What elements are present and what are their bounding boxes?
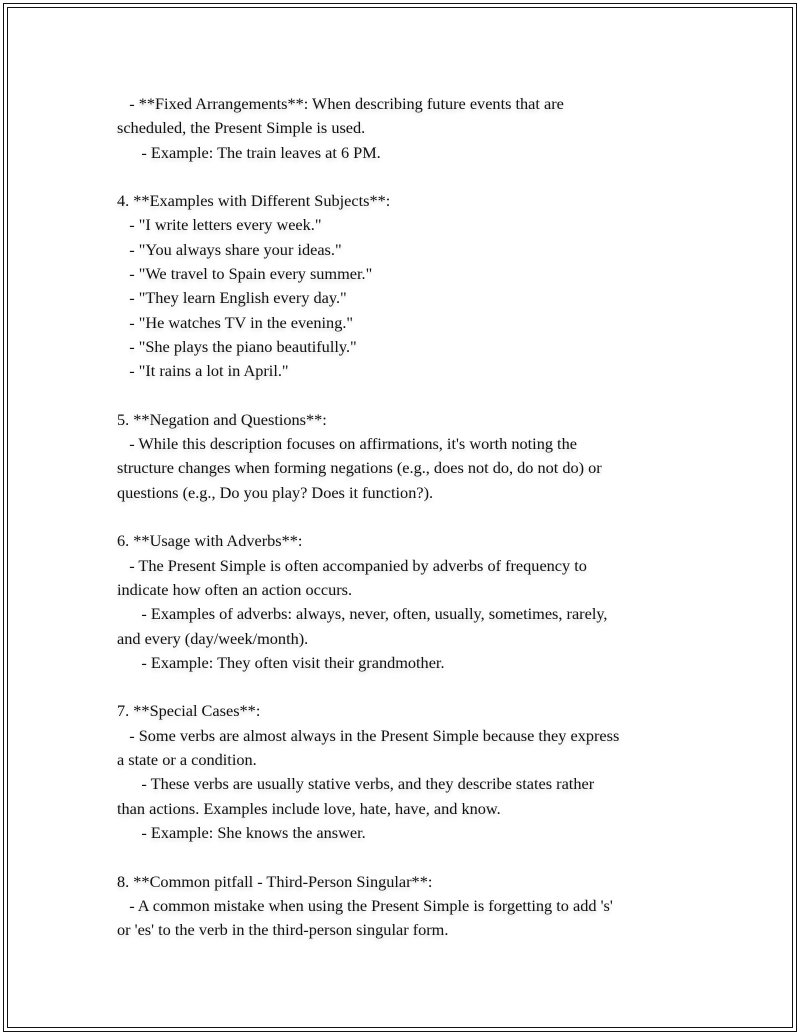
blank-line [117, 675, 697, 699]
blank-line [117, 845, 697, 869]
text-line: - "They learn English every day." [117, 288, 347, 308]
text-line: - The Present Simple is often accompanied by adverbs of frequency to [117, 555, 587, 575]
text-line: - "I write letters every week." [117, 215, 322, 235]
text-line: and every (day/week/month). [117, 628, 309, 648]
text-line: - Examples of adverbs: always, never, often, usually, sometimes, rarely, [117, 604, 608, 624]
text-line: - "You always share your ideas." [117, 239, 342, 259]
text-line: - "We travel to Spain every summer." [117, 264, 373, 284]
text-line: structure changes when forming negations (e.g., does not do, do not do) or [117, 458, 602, 478]
text-line: - "She plays the piano beautifully." [117, 336, 357, 356]
text-line: 7. **Special Cases**: [117, 701, 261, 721]
text-line: - **Fixed Arrangements**: When describing future events that are [117, 94, 564, 113]
text-line: 6. **Usage with Adverbs**: [117, 531, 303, 551]
text-line: - A common mistake when using the Present Simple is forgetting to add 's' [117, 895, 613, 915]
text-line: indicate how often an action occurs. [117, 579, 353, 599]
text-line: - Example: The train leaves at 6 PM. [117, 142, 381, 162]
text-line: or 'es' to the verb in the third-person singular form. [117, 920, 449, 940]
text-line: - Some verbs are almost always in the Present Simple because they express [117, 725, 620, 745]
blank-line [117, 165, 697, 189]
text-line: - While this description focuses on affirmations, it's worth noting the [117, 434, 577, 454]
text-line: questions (e.g., Do you play? Does it function?). [117, 482, 434, 502]
blank-line [117, 384, 697, 408]
text-line: scheduled, the Present Simple is used. [117, 118, 366, 138]
text-line: than actions. Examples include love, hate, have, and know. [117, 798, 501, 818]
text-line: - Example: She knows the answer. [117, 822, 366, 842]
text-line: - "He watches TV in the evening." [117, 312, 354, 332]
document-body [117, 92, 697, 942]
text-line: - "It rains a lot in April." [117, 361, 289, 381]
text-line: 5. **Negation and Questions**: [117, 409, 327, 429]
text-line: a state or a condition. [117, 750, 257, 770]
text-line: 4. **Examples with Different Subjects**: [117, 191, 391, 211]
blank-line [117, 505, 697, 529]
text-line: - Example: They often visit their grandmother. [117, 652, 445, 672]
text-line: - These verbs are usually stative verbs, and they describe states rather [117, 774, 595, 794]
text-line: 8. **Common pitfall - Third-Person Singular**: [117, 871, 433, 891]
